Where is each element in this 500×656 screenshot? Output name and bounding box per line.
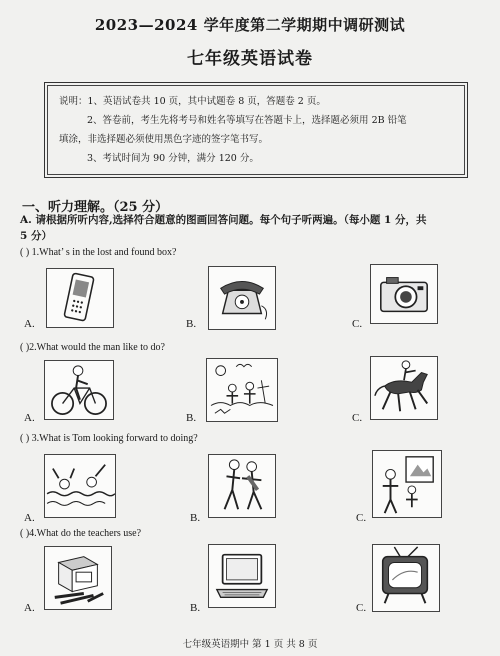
section-title: 一、听力理解。（25 分）: [22, 200, 169, 215]
q2-option-a-label: A.: [24, 412, 35, 424]
instruction-line-2: 5 分）: [20, 230, 52, 242]
q2-option-b-label: B.: [186, 412, 197, 424]
q1-option-b-label: B.: [186, 318, 197, 330]
question-1: ( ) 1.What’ s in the lost and found box?: [20, 247, 177, 258]
q3-option-c-label: C.: [356, 512, 367, 524]
horse-rider-icon[interactable]: [370, 356, 438, 420]
q4-option-a-label: A.: [24, 602, 35, 614]
exam-title: 2023—2024 学年度第二学期期中调研测试: [94, 16, 406, 34]
q3-option-a-label: A.: [24, 512, 35, 524]
question-4: ( )4.What do the teachers use?: [20, 528, 142, 539]
q4-option-b-label: B.: [190, 602, 201, 614]
q4-option-c-label: C.: [356, 602, 367, 614]
q1-option-a-label: A.: [24, 318, 35, 330]
paper-title: 七年级英语试卷: [187, 49, 313, 69]
question-2: ( )2.What would the man like to do?: [20, 342, 165, 353]
notice-line-2: 2、答卷前，考生先将考号和姓名等填写在答题卡上，选择题必须用 2B 铅笔: [87, 115, 407, 126]
q3-option-b-label: B.: [190, 512, 201, 524]
television-icon[interactable]: [372, 544, 440, 612]
laptop-icon[interactable]: [208, 544, 276, 608]
page-footer: 七年级英语期中 第 1 页 共 8 页: [182, 639, 318, 650]
chalk-box-icon[interactable]: [44, 546, 112, 610]
notice-line-4: 3、考试时间为 90 分钟，满分 120 分。: [87, 153, 259, 164]
q2-option-c-label: C.: [352, 412, 363, 424]
q1-option-c-label: C.: [352, 318, 363, 330]
instructions-box: [44, 82, 468, 178]
mobile-phone-icon[interactable]: [46, 268, 114, 328]
walking-couple-icon[interactable]: [208, 454, 276, 518]
visiting-gallery-icon[interactable]: [372, 450, 442, 518]
telephone-icon[interactable]: [208, 266, 276, 330]
bicycle-rider-icon[interactable]: [44, 360, 114, 420]
notice-line-3: 填涂，非选择题必须使用黑色字迹的签字笔书写。: [59, 134, 269, 145]
notice-line-1: 说明：1、英语试卷共 10 页，其中试题卷 8 页，答题卷 2 页。: [59, 96, 326, 107]
swimming-icon[interactable]: [44, 454, 116, 518]
camera-icon[interactable]: [370, 264, 438, 324]
outdoor-picnic-icon[interactable]: [206, 358, 278, 422]
section-instruction: [20, 212, 482, 244]
question-3: ( ) 3.What is Tom looking forward to doing?: [20, 433, 198, 444]
instruction-line-1: A. 请根据所听内容,选择符合题意的图画回答问题。每个句子听两遍。（每小题 1 分，共: [20, 214, 427, 226]
